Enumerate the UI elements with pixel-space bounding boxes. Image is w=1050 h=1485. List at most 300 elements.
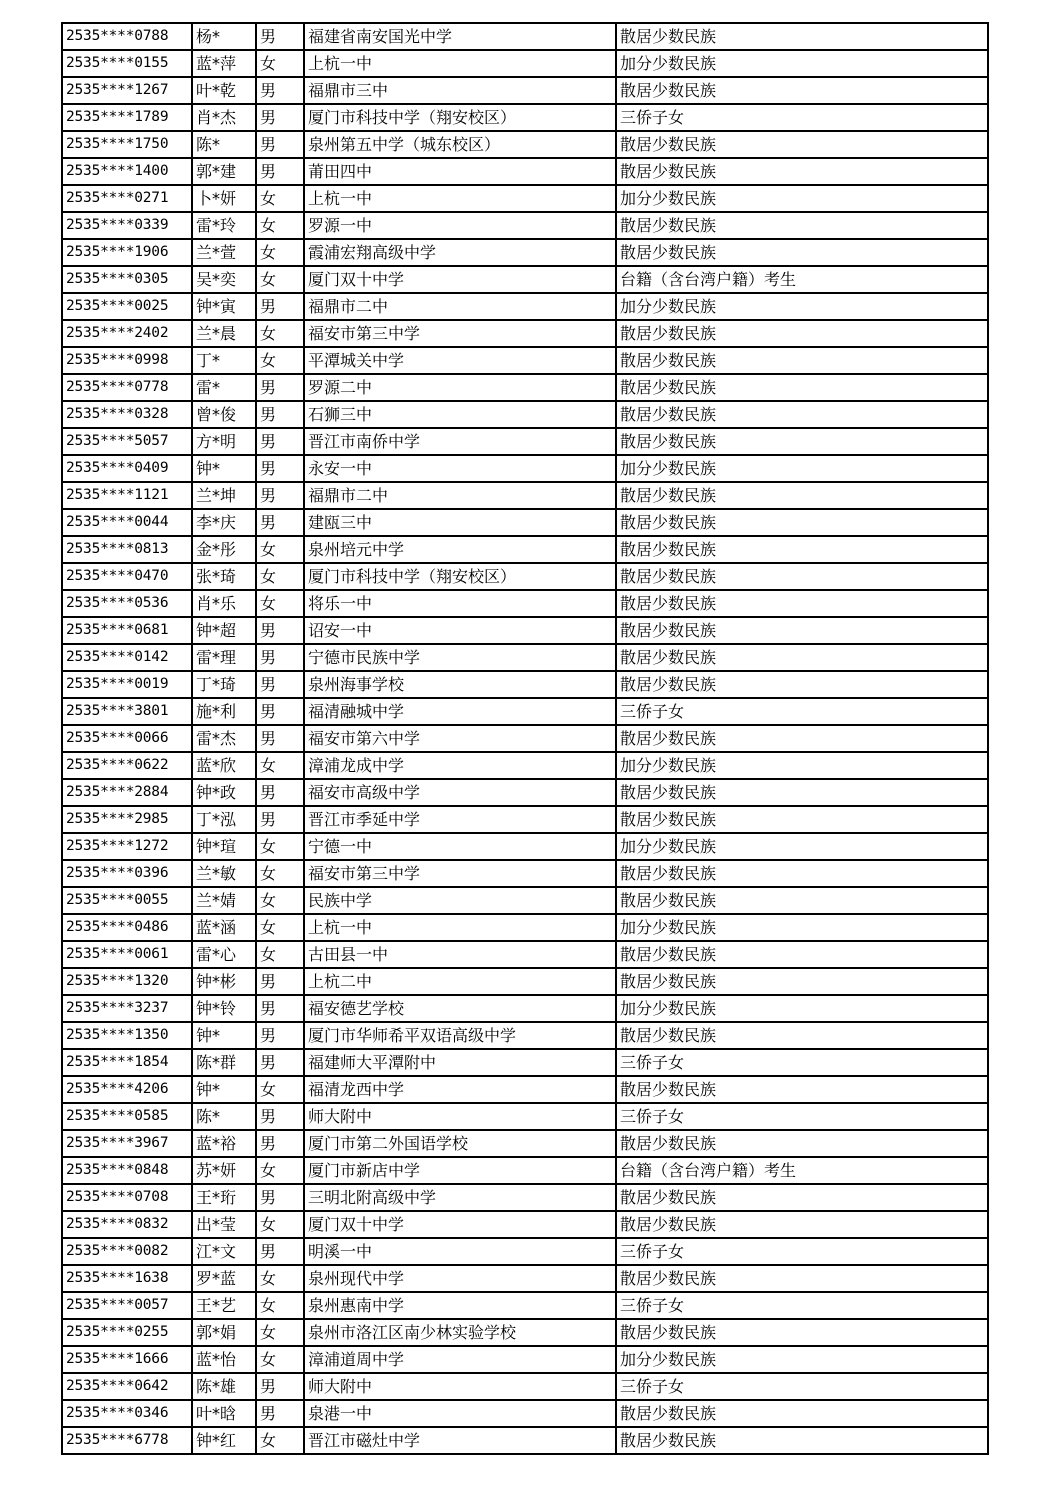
candidate-name-cell: 苏*妍 (192, 1157, 256, 1184)
candidate-category-cell: 散居少数民族 (616, 212, 988, 239)
candidate-category-cell: 散居少数民族 (616, 347, 988, 374)
candidate-id-cell: 2535****1272 (62, 833, 192, 860)
candidate-id-cell: 2535****1267 (62, 77, 192, 104)
candidate-category-cell: 加分少数民族 (616, 1346, 988, 1373)
table-row (62, 77, 988, 104)
candidate-school-cell: 厦门市第二外国语学校 (304, 1130, 616, 1157)
candidate-name-cell: 钟* (192, 1076, 256, 1103)
candidate-school-cell: 诏安一中 (304, 617, 616, 644)
candidate-sex-cell: 女 (256, 320, 304, 347)
candidate-id-cell: 2535****0082 (62, 1238, 192, 1265)
candidate-sex-cell: 男 (256, 401, 304, 428)
table-row (62, 590, 988, 617)
candidate-school-cell: 上杭一中 (304, 185, 616, 212)
candidate-sex-cell: 男 (256, 77, 304, 104)
candidate-school-cell: 泉州现代中学 (304, 1265, 616, 1292)
candidate-name-cell: 郭*建 (192, 158, 256, 185)
candidate-id-cell: 2535****0788 (62, 23, 192, 50)
candidate-sex-cell: 男 (256, 1238, 304, 1265)
candidate-name-cell: 张*琦 (192, 563, 256, 590)
table-row (62, 158, 988, 185)
candidate-school-cell: 厦门市科技中学（翔安校区） (304, 563, 616, 590)
candidate-id-cell: 2535****0642 (62, 1373, 192, 1400)
candidate-category-cell: 散居少数民族 (616, 536, 988, 563)
table-row (62, 1184, 988, 1211)
candidate-sex-cell: 女 (256, 941, 304, 968)
candidate-name-cell: 雷*心 (192, 941, 256, 968)
table-row (62, 1427, 988, 1454)
table-row (62, 1238, 988, 1265)
candidate-school-cell: 师大附中 (304, 1373, 616, 1400)
candidate-school-cell: 泉港一中 (304, 1400, 616, 1427)
candidate-sex-cell: 男 (256, 1049, 304, 1076)
candidate-category-cell: 加分少数民族 (616, 833, 988, 860)
candidate-school-cell: 晋江市磁灶中学 (304, 1427, 616, 1454)
candidate-school-cell: 古田县一中 (304, 941, 616, 968)
candidate-sex-cell: 男 (256, 104, 304, 131)
candidate-name-cell: 陈*群 (192, 1049, 256, 1076)
candidate-id-cell: 2535****0708 (62, 1184, 192, 1211)
candidate-sex-cell: 男 (256, 293, 304, 320)
candidate-category-cell: 加分少数民族 (616, 50, 988, 77)
candidate-sex-cell: 女 (256, 50, 304, 77)
candidate-school-cell: 泉州海事学校 (304, 671, 616, 698)
table-row (62, 779, 988, 806)
candidate-category-cell: 散居少数民族 (616, 77, 988, 104)
table-row (62, 320, 988, 347)
candidate-school-cell: 厦门市科技中学（翔安校区） (304, 104, 616, 131)
candidate-id-cell: 2535****0470 (62, 563, 192, 590)
candidate-category-cell: 散居少数民族 (616, 509, 988, 536)
candidate-school-cell: 莆田四中 (304, 158, 616, 185)
candidate-id-cell: 2535****0066 (62, 725, 192, 752)
candidate-category-cell: 加分少数民族 (616, 995, 988, 1022)
table-row (62, 1103, 988, 1130)
candidate-name-cell: 钟* (192, 455, 256, 482)
candidate-name-cell: 陈*雄 (192, 1373, 256, 1400)
candidate-school-cell: 民族中学 (304, 887, 616, 914)
candidate-name-cell: 金*彤 (192, 536, 256, 563)
candidate-school-cell: 福清融城中学 (304, 698, 616, 725)
candidate-sex-cell: 男 (256, 1400, 304, 1427)
candidate-school-cell: 福建省南安国光中学 (304, 23, 616, 50)
candidate-id-cell: 2535****0848 (62, 1157, 192, 1184)
candidate-school-cell: 永安一中 (304, 455, 616, 482)
candidate-name-cell: 丁* (192, 347, 256, 374)
candidate-name-cell: 钟*超 (192, 617, 256, 644)
candidate-category-cell: 散居少数民族 (616, 23, 988, 50)
candidate-name-cell: 兰*萱 (192, 239, 256, 266)
candidate-category-cell: 散居少数民族 (616, 401, 988, 428)
table-row (62, 914, 988, 941)
candidate-name-cell: 方*明 (192, 428, 256, 455)
candidate-id-cell: 2535****1750 (62, 131, 192, 158)
candidate-sex-cell: 女 (256, 1211, 304, 1238)
candidate-sex-cell: 男 (256, 779, 304, 806)
table-row (62, 1373, 988, 1400)
candidate-sex-cell: 男 (256, 1103, 304, 1130)
candidate-school-cell: 福安市高级中学 (304, 779, 616, 806)
candidate-sex-cell: 女 (256, 536, 304, 563)
table-row (62, 239, 988, 266)
candidate-school-cell: 宁德一中 (304, 833, 616, 860)
candidate-name-cell: 吴*奕 (192, 266, 256, 293)
candidate-school-cell: 福安市第三中学 (304, 320, 616, 347)
candidate-sex-cell: 男 (256, 644, 304, 671)
candidate-id-cell: 2535****0019 (62, 671, 192, 698)
table-row (62, 1400, 988, 1427)
table-row (62, 617, 988, 644)
candidate-category-cell: 散居少数民族 (616, 644, 988, 671)
candidate-id-cell: 2535****1638 (62, 1265, 192, 1292)
candidate-school-cell: 厦门双十中学 (304, 266, 616, 293)
candidate-category-cell: 加分少数民族 (616, 455, 988, 482)
candidate-id-cell: 2535****2884 (62, 779, 192, 806)
table-row (62, 1022, 988, 1049)
candidate-name-cell: 钟*政 (192, 779, 256, 806)
candidate-name-cell: 雷*杰 (192, 725, 256, 752)
candidate-category-cell: 散居少数民族 (616, 482, 988, 509)
candidate-name-cell: 叶*晗 (192, 1400, 256, 1427)
candidate-school-cell: 厦门市新店中学 (304, 1157, 616, 1184)
candidate-name-cell: 出*莹 (192, 1211, 256, 1238)
candidate-category-cell: 散居少数民族 (616, 428, 988, 455)
candidate-name-cell: 钟*红 (192, 1427, 256, 1454)
candidate-category-cell: 三侨子女 (616, 1049, 988, 1076)
candidate-id-cell: 2535****0155 (62, 50, 192, 77)
table-row (62, 266, 988, 293)
candidate-category-cell: 台籍（含台湾户籍）考生 (616, 1157, 988, 1184)
candidate-name-cell: 雷*理 (192, 644, 256, 671)
candidate-school-cell: 石狮三中 (304, 401, 616, 428)
candidate-name-cell: 钟*寅 (192, 293, 256, 320)
candidate-sex-cell: 男 (256, 158, 304, 185)
candidate-sex-cell: 男 (256, 1130, 304, 1157)
candidate-name-cell: 兰*婧 (192, 887, 256, 914)
candidate-id-cell: 2535****3237 (62, 995, 192, 1022)
candidate-name-cell: 钟*瑄 (192, 833, 256, 860)
candidate-name-cell: 蓝*萍 (192, 50, 256, 77)
candidate-name-cell: 丁*泓 (192, 806, 256, 833)
candidate-name-cell: 兰*敏 (192, 860, 256, 887)
candidate-school-cell: 福安市第六中学 (304, 725, 616, 752)
candidate-school-cell: 泉州惠南中学 (304, 1292, 616, 1319)
candidate-school-cell: 厦门双十中学 (304, 1211, 616, 1238)
candidate-name-cell: 雷*玲 (192, 212, 256, 239)
candidate-sex-cell: 男 (256, 698, 304, 725)
candidate-category-cell: 散居少数民族 (616, 1211, 988, 1238)
candidate-school-cell: 晋江市季延中学 (304, 806, 616, 833)
candidate-sex-cell: 男 (256, 482, 304, 509)
candidate-category-cell: 散居少数民族 (616, 320, 988, 347)
candidate-name-cell: 钟*铃 (192, 995, 256, 1022)
candidate-id-cell: 2535****0585 (62, 1103, 192, 1130)
candidate-category-cell: 三侨子女 (616, 1373, 988, 1400)
candidate-id-cell: 2535****0055 (62, 887, 192, 914)
candidate-category-cell: 散居少数民族 (616, 590, 988, 617)
candidate-name-cell: 王*艺 (192, 1292, 256, 1319)
candidate-school-cell: 上杭一中 (304, 50, 616, 77)
candidate-category-cell: 三侨子女 (616, 1292, 988, 1319)
table-row (62, 104, 988, 131)
candidate-name-cell: 江*文 (192, 1238, 256, 1265)
table-row (62, 212, 988, 239)
table-row (62, 1076, 988, 1103)
candidate-school-cell: 泉州市洛江区南少林实验学校 (304, 1319, 616, 1346)
candidate-sex-cell: 女 (256, 914, 304, 941)
candidate-id-cell: 2535****1854 (62, 1049, 192, 1076)
candidate-category-cell: 散居少数民族 (616, 1400, 988, 1427)
candidate-id-cell: 2535****1320 (62, 968, 192, 995)
candidate-school-cell: 宁德市民族中学 (304, 644, 616, 671)
candidate-id-cell: 2535****0142 (62, 644, 192, 671)
table-row (62, 671, 988, 698)
candidate-id-cell: 2535****0813 (62, 536, 192, 563)
candidate-id-cell: 2535****3967 (62, 1130, 192, 1157)
candidate-name-cell: 肖*杰 (192, 104, 256, 131)
table-row (62, 347, 988, 374)
candidate-sex-cell: 男 (256, 968, 304, 995)
candidate-name-cell: 郭*娟 (192, 1319, 256, 1346)
candidate-id-cell: 2535****0339 (62, 212, 192, 239)
candidate-id-cell: 2535****0622 (62, 752, 192, 779)
table-row (62, 887, 988, 914)
candidate-category-cell: 散居少数民族 (616, 1427, 988, 1454)
candidate-name-cell: 雷* (192, 374, 256, 401)
table-row (62, 1346, 988, 1373)
candidate-id-cell: 2535****1121 (62, 482, 192, 509)
candidate-category-cell: 散居少数民族 (616, 671, 988, 698)
roster-table (61, 22, 989, 1455)
table-row (62, 860, 988, 887)
table-row (62, 293, 988, 320)
candidate-sex-cell: 男 (256, 374, 304, 401)
candidate-sex-cell: 女 (256, 1292, 304, 1319)
candidate-category-cell: 散居少数民族 (616, 158, 988, 185)
candidate-category-cell: 散居少数民族 (616, 725, 988, 752)
candidate-category-cell: 散居少数民族 (616, 1022, 988, 1049)
candidate-school-cell: 罗源二中 (304, 374, 616, 401)
candidate-category-cell: 散居少数民族 (616, 779, 988, 806)
candidate-sex-cell: 男 (256, 428, 304, 455)
candidate-name-cell: 钟*彬 (192, 968, 256, 995)
candidate-sex-cell: 男 (256, 1022, 304, 1049)
candidate-name-cell: 罗*蓝 (192, 1265, 256, 1292)
candidate-sex-cell: 女 (256, 1319, 304, 1346)
candidate-school-cell: 漳浦龙成中学 (304, 752, 616, 779)
table-row (62, 806, 988, 833)
candidate-id-cell: 2535****0998 (62, 347, 192, 374)
candidate-id-cell: 2535****0305 (62, 266, 192, 293)
candidate-category-cell: 台籍（含台湾户籍）考生 (616, 266, 988, 293)
candidate-id-cell: 2535****1350 (62, 1022, 192, 1049)
candidate-id-cell: 2535****0396 (62, 860, 192, 887)
table-row (62, 23, 988, 50)
candidate-sex-cell: 女 (256, 887, 304, 914)
candidate-name-cell: 叶*乾 (192, 77, 256, 104)
candidate-sex-cell: 男 (256, 131, 304, 158)
candidate-id-cell: 2535****0271 (62, 185, 192, 212)
table-row (62, 833, 988, 860)
candidate-category-cell: 三侨子女 (616, 1103, 988, 1130)
candidate-sex-cell: 女 (256, 1427, 304, 1454)
candidate-school-cell: 福鼎市三中 (304, 77, 616, 104)
candidate-sex-cell: 男 (256, 509, 304, 536)
table-row (62, 455, 988, 482)
candidate-name-cell: 蓝*涵 (192, 914, 256, 941)
candidate-school-cell: 泉州培元中学 (304, 536, 616, 563)
candidate-id-cell: 2535****0044 (62, 509, 192, 536)
candidate-sex-cell: 男 (256, 455, 304, 482)
table-row (62, 563, 988, 590)
candidate-sex-cell: 男 (256, 671, 304, 698)
candidate-category-cell: 三侨子女 (616, 698, 988, 725)
candidate-sex-cell: 女 (256, 347, 304, 374)
candidate-name-cell: 陈* (192, 1103, 256, 1130)
candidate-category-cell: 散居少数民族 (616, 617, 988, 644)
table-row (62, 374, 988, 401)
table-row (62, 509, 988, 536)
table-row (62, 968, 988, 995)
table-row (62, 536, 988, 563)
candidate-name-cell: 李*庆 (192, 509, 256, 536)
candidate-id-cell: 2535****3801 (62, 698, 192, 725)
candidate-name-cell: 蓝*欣 (192, 752, 256, 779)
candidate-sex-cell: 男 (256, 995, 304, 1022)
candidate-sex-cell: 女 (256, 185, 304, 212)
candidate-id-cell: 2535****1666 (62, 1346, 192, 1373)
table-row (62, 698, 988, 725)
candidate-school-cell: 明溪一中 (304, 1238, 616, 1265)
table-row (62, 1292, 988, 1319)
candidate-id-cell: 2535****4206 (62, 1076, 192, 1103)
candidate-sex-cell: 男 (256, 725, 304, 752)
candidate-id-cell: 2535****1400 (62, 158, 192, 185)
candidate-sex-cell: 男 (256, 806, 304, 833)
candidate-name-cell: 蓝*裕 (192, 1130, 256, 1157)
candidate-sex-cell: 女 (256, 563, 304, 590)
candidate-category-cell: 三侨子女 (616, 1238, 988, 1265)
candidate-sex-cell: 女 (256, 1265, 304, 1292)
table-row (62, 482, 988, 509)
candidate-school-cell: 三明北附高级中学 (304, 1184, 616, 1211)
candidate-id-cell: 2535****0486 (62, 914, 192, 941)
candidate-school-cell: 福鼎市二中 (304, 482, 616, 509)
candidate-school-cell: 上杭一中 (304, 914, 616, 941)
candidate-category-cell: 散居少数民族 (616, 374, 988, 401)
candidate-sex-cell: 男 (256, 1373, 304, 1400)
candidate-school-cell: 福建师大平潭附中 (304, 1049, 616, 1076)
table-row (62, 50, 988, 77)
candidate-name-cell: 肖*乐 (192, 590, 256, 617)
candidate-school-cell: 福鼎市二中 (304, 293, 616, 320)
candidate-school-cell: 福安德艺学校 (304, 995, 616, 1022)
table-row (62, 1130, 988, 1157)
table-row (62, 185, 988, 212)
candidate-category-cell: 加分少数民族 (616, 752, 988, 779)
candidate-id-cell: 2535****0346 (62, 1400, 192, 1427)
candidate-name-cell: 兰*坤 (192, 482, 256, 509)
candidate-id-cell: 2535****0681 (62, 617, 192, 644)
candidate-category-cell: 散居少数民族 (616, 563, 988, 590)
roster-table-body (62, 23, 988, 1454)
candidate-sex-cell: 女 (256, 239, 304, 266)
candidate-sex-cell: 女 (256, 590, 304, 617)
table-row (62, 725, 988, 752)
candidate-sex-cell: 男 (256, 23, 304, 50)
candidate-school-cell: 漳浦道周中学 (304, 1346, 616, 1373)
candidate-school-cell: 福清龙西中学 (304, 1076, 616, 1103)
candidate-name-cell: 蓝*怡 (192, 1346, 256, 1373)
table-row (62, 752, 988, 779)
candidate-name-cell: 丁*琦 (192, 671, 256, 698)
candidate-id-cell: 2535****2985 (62, 806, 192, 833)
candidate-sex-cell: 女 (256, 1076, 304, 1103)
candidate-school-cell: 上杭二中 (304, 968, 616, 995)
candidate-id-cell: 2535****6778 (62, 1427, 192, 1454)
candidate-category-cell: 散居少数民族 (616, 860, 988, 887)
candidate-school-cell: 师大附中 (304, 1103, 616, 1130)
candidate-category-cell: 散居少数民族 (616, 239, 988, 266)
candidate-category-cell: 散居少数民族 (616, 1076, 988, 1103)
candidate-school-cell: 罗源一中 (304, 212, 616, 239)
candidate-category-cell: 散居少数民族 (616, 887, 988, 914)
candidate-category-cell: 散居少数民族 (616, 1184, 988, 1211)
candidate-name-cell: 卜*妍 (192, 185, 256, 212)
candidate-name-cell: 钟* (192, 1022, 256, 1049)
table-row (62, 1049, 988, 1076)
candidate-category-cell: 散居少数民族 (616, 1265, 988, 1292)
candidate-id-cell: 2535****2402 (62, 320, 192, 347)
candidate-school-cell: 建瓯三中 (304, 509, 616, 536)
candidate-school-cell: 晋江市南侨中学 (304, 428, 616, 455)
candidate-sex-cell: 女 (256, 266, 304, 293)
candidate-category-cell: 散居少数民族 (616, 968, 988, 995)
candidate-id-cell: 2535****0778 (62, 374, 192, 401)
candidate-name-cell: 兰*晨 (192, 320, 256, 347)
candidate-school-cell: 将乐一中 (304, 590, 616, 617)
candidate-sex-cell: 女 (256, 752, 304, 779)
table-row (62, 1319, 988, 1346)
candidate-category-cell: 散居少数民族 (616, 941, 988, 968)
candidate-sex-cell: 女 (256, 212, 304, 239)
candidate-category-cell: 散居少数民族 (616, 131, 988, 158)
candidate-category-cell: 加分少数民族 (616, 914, 988, 941)
candidate-sex-cell: 男 (256, 1184, 304, 1211)
candidate-sex-cell: 女 (256, 833, 304, 860)
table-row (62, 428, 988, 455)
table-row (62, 941, 988, 968)
candidate-name-cell: 陈* (192, 131, 256, 158)
table-row (62, 644, 988, 671)
table-row (62, 401, 988, 428)
candidate-category-cell: 散居少数民族 (616, 1319, 988, 1346)
candidate-category-cell: 加分少数民族 (616, 185, 988, 212)
table-row (62, 131, 988, 158)
candidate-name-cell: 施*利 (192, 698, 256, 725)
table-row (62, 1265, 988, 1292)
candidate-id-cell: 2535****0061 (62, 941, 192, 968)
candidate-school-cell: 福安市第三中学 (304, 860, 616, 887)
candidate-sex-cell: 女 (256, 860, 304, 887)
table-row (62, 1157, 988, 1184)
table-row (62, 995, 988, 1022)
candidate-id-cell: 2535****0328 (62, 401, 192, 428)
candidate-school-cell: 厦门市华师希平双语高级中学 (304, 1022, 616, 1049)
candidate-category-cell: 散居少数民族 (616, 1130, 988, 1157)
candidate-category-cell: 散居少数民族 (616, 806, 988, 833)
candidate-id-cell: 2535****0536 (62, 590, 192, 617)
